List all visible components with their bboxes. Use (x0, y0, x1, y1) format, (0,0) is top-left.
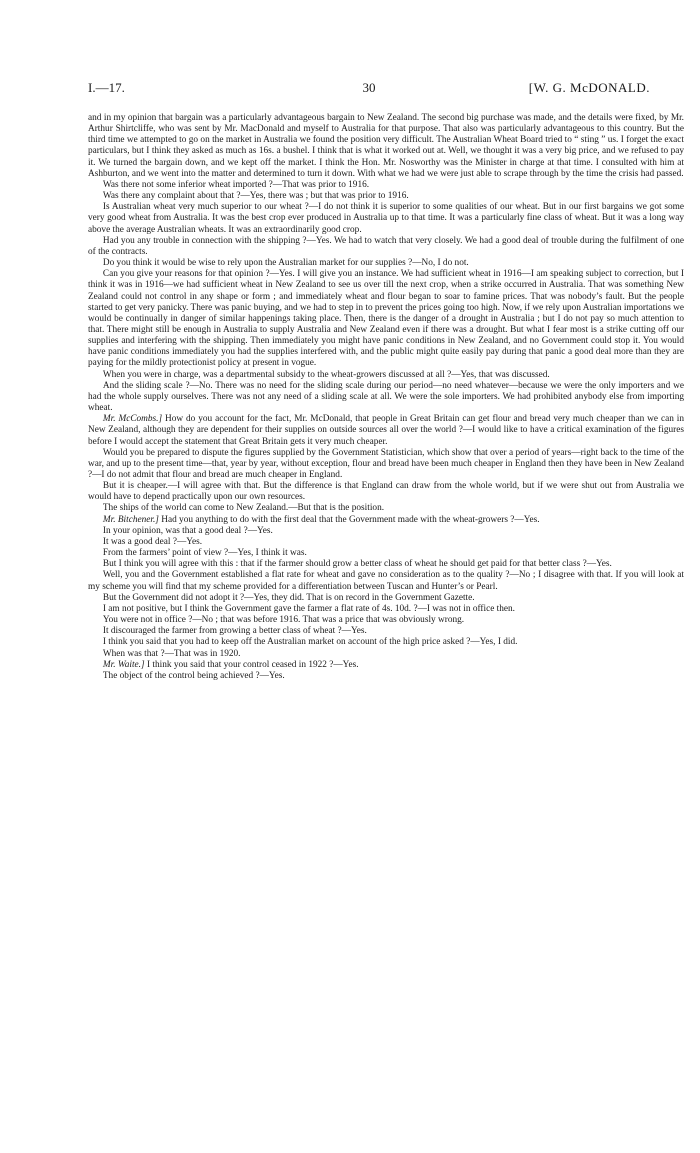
paragraph-text: Was there any complaint about that ?—Yes, there was ; but that was prior to 1916. (102, 191, 409, 202)
paragraph (88, 381, 684, 414)
paragraph-text: But I think you will agree with this : that if the farmer should grow a better class of wheat he should get paid for that better class ?—Yes. (102, 559, 612, 570)
speaker-label: Mr. Waite.] (102, 659, 145, 670)
paragraph (88, 503, 684, 514)
paragraph-text: But the Government did not adopt it ?—Yes, they did. That is on record in the Government Gazette. (102, 592, 475, 603)
paragraph-text: Can you give your reasons for that opinion ?—Yes. I will give you an instance. We had sufficient wheat in 1916—I am speaking subject to correction, but I think it was in 1916—we had sufficient wheat in New Zealand to see us over till the next crop, when a strike occurred in Australia. That was something New Zealand could not control in any shape or form ; and immediately wheat and flour began to soar to famine prices. That was nobody’s fault. But the people started to get very panicky. There was panic buying, and we had to step in to prevent the prices going too high. Now, if we rely upon Australian importations we would be continually in danger of similar happenings taking place. Then, there is the danger of a drought in Australia ; but I do not pay so much attention to that. There might still be enough in Australia to supply Australia and New Zealand even if there was a drought. But what I fear most is a strike cutting off our supplies and interfering with the shipping. Then immediately you might have panic conditions in New Zealand, and no Government could stop it. You would have panic conditions immediately you had the supplies interfered with, and the public might quite easily pay during that panic a good deal more than they are paying for the mildly protectionist policy at present in vogue. (88, 269, 684, 369)
paragraph-text: Do you think it would be wise to rely upon the Australian market for our supplies ?—No, I do not. (102, 258, 469, 269)
paragraph-text: It was a good deal ?—Yes. (102, 536, 203, 547)
witness-name: [W. G. McDONALD. (528, 80, 650, 95)
paragraph (88, 269, 684, 369)
paragraph-text: I think you said that you had to keep off the Australian market on account of the high price asked ?—Yes, I did. (102, 637, 518, 648)
paragraph (88, 191, 684, 202)
paragraph-text: Well, you and the Government established a flat rate for wheat and gave no consideration as to the quality ?—No ; I disagree with that. If you will look at my scheme you will find that my scheme provided for a differentiation between Tuscan and Hunter’s or Pearl. (88, 570, 684, 592)
paragraph (88, 448, 684, 481)
paragraph-text: and in my opinion that bargain was a particularly advantageous bargain to New Zealand. The second big purchase was made, and the details were fixed, by Mr. Arthur Shirtcliffe, who was sent by Mr. MacDonald and myself to Australia for that purpose. That also was particularly advantageous to this country. But the third time we attempted to go on the market in Australia we found the position very difficult. The Australian Wheat Board tried to “ sting ” us. I forget the exact particulars, but I think they asked as much as 16s. a bushel. I think that is what it worked out at. Well, we thought it was a very big price, and we refused to pay it. We turned the bargain down, and we kept off the market. I think the Hon. Mr. Nosworthy was the Minister in charge at that time. I consulted with him at Ashburton, and we went into the matter and determined to turn it down. With what we had we were just able to scrape through by the time the crisis had passed. (88, 113, 684, 179)
paragraph-text: Had you any trouble in connection with the shipping ?—Yes. We had to watch that very closely. We had a good deal of trouble during the fulfilment of one of the contracts. (88, 235, 684, 257)
paragraph (88, 370, 684, 381)
page-number: 30 (362, 80, 376, 95)
paragraph (88, 515, 684, 526)
paragraph-text: When was that ?—That was in 1920. (102, 648, 241, 659)
paper-reference: I.—17. (88, 80, 125, 95)
paragraph (88, 202, 684, 235)
speaker-label: Mr. Bitchener.] (102, 514, 159, 525)
paragraph (88, 671, 684, 682)
paragraph (88, 615, 684, 626)
paragraph-text: I think you said that your control ceased in 1922 ?—Yes. (144, 659, 359, 670)
paragraph-text: You were not in office ?—No ; that was before 1916. That was a price that was obviously wrong. (102, 615, 465, 626)
paragraph (88, 180, 684, 191)
paragraph-text: But it is cheaper.—I will agree with that. But the difference is that England can draw from the whole world, but if we were shut out from Australia we would have to depend practically upon our own resources. (88, 481, 684, 503)
paragraph (88, 660, 684, 671)
paragraph (88, 258, 684, 269)
paragraph-text: Is Australian wheat very much superior to our wheat ?—I do not think it is superior to some qualities of our wheat. But in our first bargains we got some very good wheat from Australia. It was the best crop ever produced in Australia up to that time. It was a particularly fine class of wheat. But it was a long way above the average Australian wheats. It was an extraordinarily good crop. (88, 202, 684, 235)
paragraph (88, 637, 684, 648)
paragraph-text: How do you account for the fact, Mr. McDonald, that people in Great Britain can get flour and bread very much cheaper than we can in New Zealand, although they are dependent for their supplies on outside sources all over the world ?—I would like to have a critical examination of the figures before I would accept the statement that Great Britain gets it very much cheaper. (88, 414, 684, 447)
paragraph (88, 604, 684, 615)
paragraph-text: The object of the control being achieved ?—Yes. (102, 670, 285, 681)
paragraph-text: When you were in charge, was a departmental subsidy to the wheat-growers discussed at all ?—Yes, that was discussed. (102, 369, 550, 380)
paragraph (88, 570, 684, 592)
paragraph-text: Had you anything to do with the first deal that the Government made with the wheat-growers ?—Yes. (158, 514, 540, 525)
paragraph (88, 113, 684, 180)
paragraph (88, 559, 684, 570)
paragraph-text: I am not positive, but I think the Government gave the farmer a flat rate of 4s. 10d. ?—I was not in office then. (102, 603, 516, 614)
paragraph (88, 593, 684, 604)
body-text (88, 113, 684, 682)
paragraph (88, 414, 684, 447)
paragraph-text: It discouraged the farmer from growing a better class of wheat ?—Yes. (102, 626, 367, 637)
running-header (88, 80, 650, 98)
speaker-label: Mr. McCombs.] (102, 414, 163, 425)
paragraph-text: The ships of the world can come to New Zealand.—But that is the position. (102, 503, 385, 514)
paragraph-text: And the sliding scale ?—No. There was no need for the sliding scale during our period—no need whatever—because we were the only importers and we had the whole supply ourselves. There was not any need of a sliding scale at all. We were the sole importers. We had prohibited anybody else from importing wheat. (88, 380, 684, 414)
paragraph (88, 236, 684, 258)
paragraph (88, 526, 684, 537)
paragraph (88, 649, 684, 660)
paragraph (88, 548, 684, 559)
paragraph-text: From the farmers’ point of view ?—Yes, I think it was. (102, 548, 307, 559)
paragraph (88, 626, 684, 637)
paragraph-text: In your opinion, was that a good deal ?—Yes. (102, 525, 273, 536)
paragraph (88, 537, 684, 548)
paragraph (88, 481, 684, 503)
paragraph-text: Was there not some inferior wheat imported ?—That was prior to 1916. (102, 179, 370, 190)
paragraph-text: Would you be prepared to dispute the figures supplied by the Government Statistician, which show that over a period of years—right back to the time of the war, and up to the present time—that, year by year, without exception, flour and bread have been much cheaper in England then they have been in New Zealand ?—I do not admit that flour and bread are much cheaper in England. (88, 447, 684, 480)
